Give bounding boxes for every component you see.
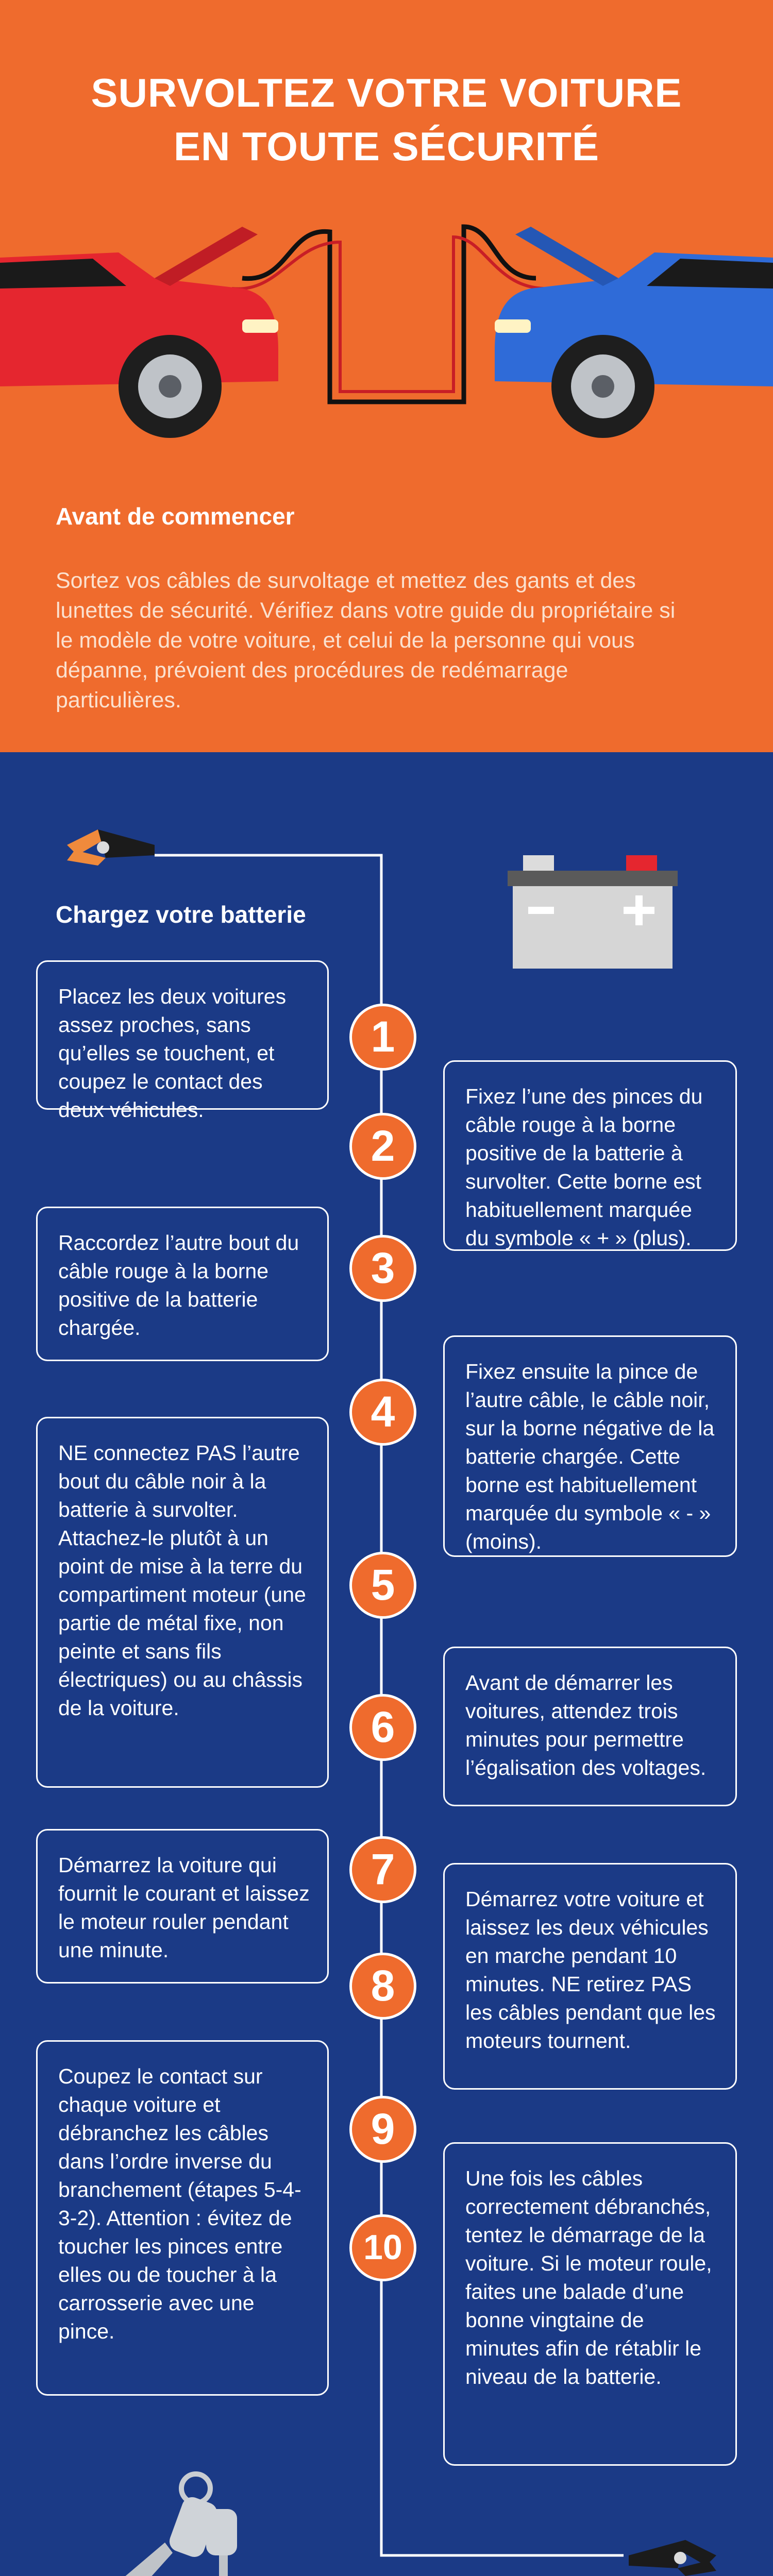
step-9-text: Coupez le contact sur chaque voiture et débranchez les câbles dans l’ordre inverse du branchement (étapes 5-4-3-2). Attention : évitez de toucher les pinces entre elles ou de toucher à la carrosserie avec une pince. xyxy=(58,2064,301,2343)
step-10-box xyxy=(443,2142,737,2466)
steps-section xyxy=(0,752,773,2576)
clamp-icon-top xyxy=(52,809,165,886)
step-3-box xyxy=(36,1207,329,1361)
step-7-text: Démarrez la voiture qui fournit le courant et laissez le moteur rouler pendant une minute. xyxy=(58,1853,310,1962)
page-title xyxy=(0,66,773,173)
step-8-box xyxy=(443,1863,737,2090)
step-8-text: Démarrez votre voiture et laissez les deux véhicules en marche pendant 10 minutes. NE retirez PAS les câbles pendant que les moteurs tournent. xyxy=(465,1887,716,2053)
before-heading: Avant de commencer xyxy=(56,503,295,530)
step-2-box xyxy=(443,1060,737,1251)
step-1-text: Placez les deux voitures assez proches, sans qu’elles se touchent, et coupez le contact des deux véhicules. xyxy=(58,985,287,1122)
cars-illustration xyxy=(0,196,773,464)
step-2-text: Fixez l’une des pinces du câble rouge à la borne positive de la batterie à survolter. Cette borne est habituellement marquée du symbole « + » (plus). xyxy=(465,1084,703,1250)
step-5-text: NE connectez PAS l’autre bout du câble noir à la batterie à survolter. Attachez-le plutôt à un point de mise à la terre du compartiment moteur (une partie de métal fixe, non peinte et sans fils électriques) ou au châssis de la voiture. xyxy=(58,1441,306,1720)
step-7-number: 7 xyxy=(349,1836,416,1903)
step-8-number: 8 xyxy=(349,1953,416,2020)
battery-icon xyxy=(508,850,678,969)
step-2-number: 2 xyxy=(349,1113,416,1180)
before-text: Sortez vos câbles de survoltage et mettez des gants et des lunettes de sécurité. Vérifiez dans votre guide du propriétaire si le modèle de votre voiture, et celui de la personne qui vous dépanne, prévoient des procédures de redémarrage particulières. xyxy=(56,568,676,713)
step-9-number: 9 xyxy=(349,2096,416,2163)
step-5-number: 5 xyxy=(349,1552,416,1619)
jumper-cable-black xyxy=(242,227,536,402)
car-keys-icon xyxy=(93,2452,258,2576)
step-1-number: 1 xyxy=(349,1004,416,1071)
step-1-box xyxy=(36,960,329,1122)
step-4-text: Fixez ensuite la pince de l’autre câble, le câble noir, sur la borne négative de la batterie chargée. Cette borne est habituellement marquée du symbole « - » (moins). xyxy=(465,1360,715,1553)
title-line-2: EN TOUTE SÉCURITÉ xyxy=(174,124,599,169)
clamp-icon-bottom xyxy=(618,2519,732,2576)
step-3-text: Raccordez l’autre bout du câble rouge à la borne positive de la batterie chargée. xyxy=(58,1231,299,1340)
step-10-text: Une fois les câbles correctement débranchés, tentez le démarrage de la voiture. Si le moteur roule, faites une balade d’une bonne vingtaine de minutes afin de rétablir le niveau de la batterie. xyxy=(465,2166,712,2388)
red-car-icon xyxy=(0,227,278,438)
title-line-1: SURVOLTEZ VOTRE VOITURE xyxy=(91,70,682,115)
step-9-box xyxy=(36,2040,329,2396)
step-6-number: 6 xyxy=(349,1694,416,1761)
step-6-box xyxy=(443,1647,737,1806)
step-5-box xyxy=(36,1417,329,1788)
steps-heading: Chargez votre batterie xyxy=(56,901,306,928)
step-7-box xyxy=(36,1829,329,1984)
step-3-number: 3 xyxy=(349,1235,416,1302)
header-section xyxy=(0,0,773,752)
step-4-number: 4 xyxy=(349,1379,416,1446)
step-6-text: Avant de démarrer les voitures, attendez trois minutes pour permettre l’égalisation des voltages. xyxy=(465,1671,707,1780)
step-10-number: 10 xyxy=(349,2214,416,2281)
blue-car-icon xyxy=(495,227,773,438)
step-4-box xyxy=(443,1335,737,1557)
